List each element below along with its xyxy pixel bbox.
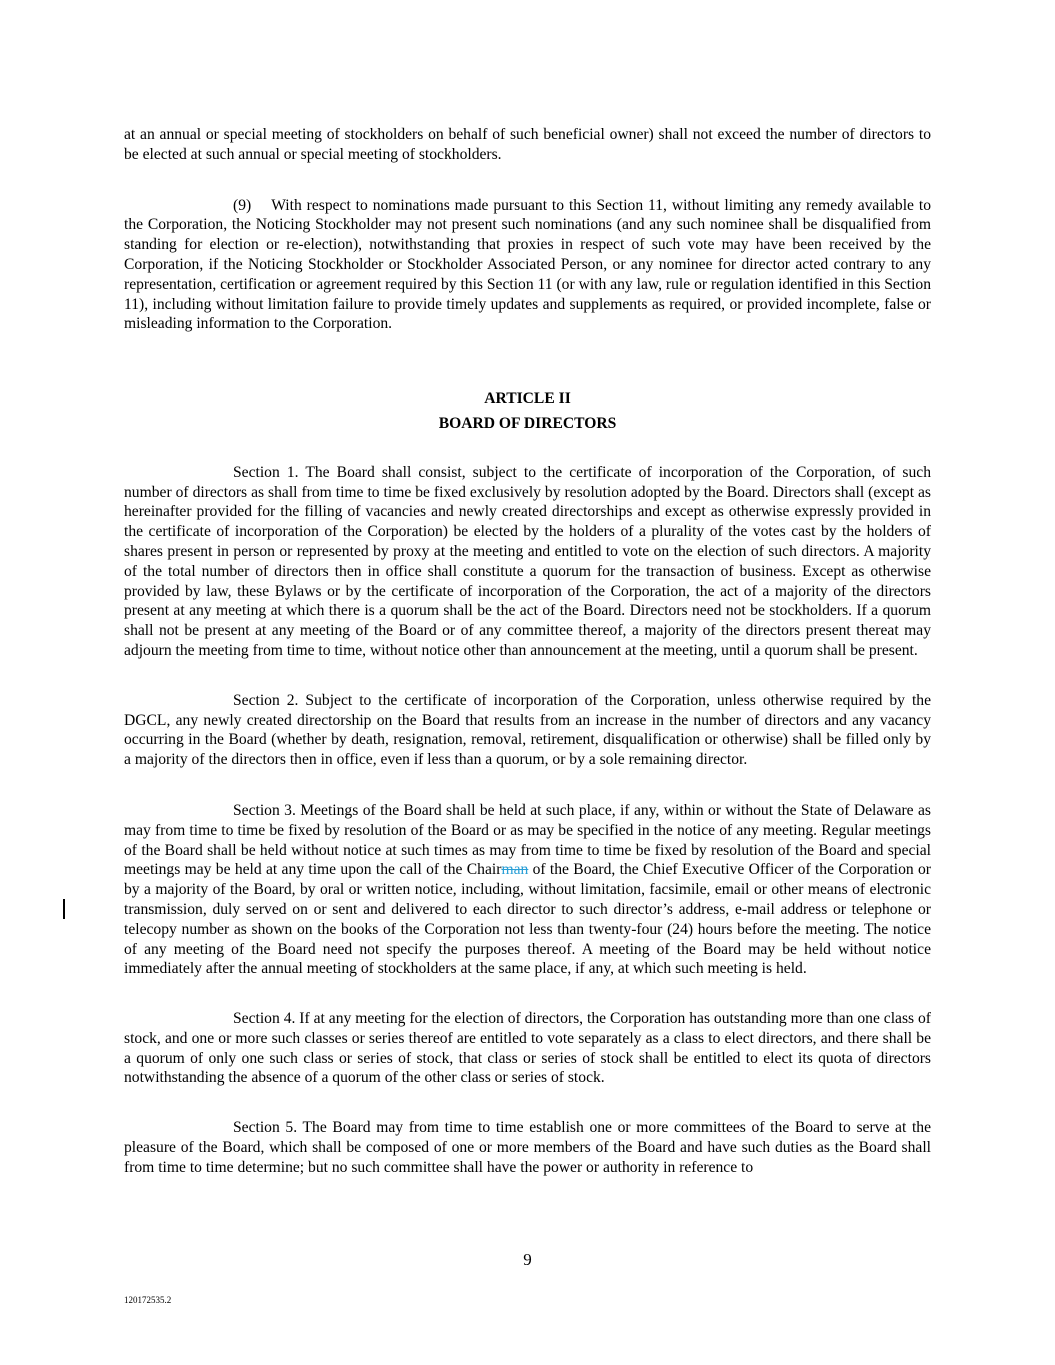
section-3-text-after: of the Board, the Chief Executive Officer of the Corporation or by a majority of the Board, by oral or written notice, including, without limitation, facsimile, email or other means of electronic transmission, duly served on or sent and delivered to each director to such director’s address, e-mail address or telephone or telecopy number as shown on the books of the Corporation not less than twenty-four (24) hours before the meeting. The notice of any meeting of the Board need not specify the purposes thereof. A meeting of the Board may be held without notice immediately after the annual meeting of stockholders at the same place, if any, at which such meeting is held. bbox=[124, 861, 931, 978]
continuation-paragraph: at an annual or special meeting of stockholders on behalf of such beneficial owner) shall not exceed the number of directors to be elected at such annual or special meeting of stockholders. bbox=[124, 126, 931, 163]
item-9-text: With respect to nominations made pursuant to this Section 11, without limiting any remedy available to the Corporation, the Noticing Stockholder may not present such nominations (and any such nominee shall be disqualified from standing for election or re-election), notwithstanding that proxies in respect of such vote may have been received by the Corporation, if the Noticing Stockholder or Stockholder Associated Person, or any nominee for director acted contrary to any representation, certification or agreement required by this Section 11 (or with any law, rule or regulation identified in this Section 11), including without limitation failure to provide timely updates and supplements as required, or provided incomplete, false or misleading information to the Corporation. bbox=[124, 196, 931, 333]
revision-change-bar bbox=[63, 899, 65, 919]
item-9-number: (9) bbox=[233, 196, 252, 214]
section-3-paragraph bbox=[124, 801, 931, 979]
tracked-deletion: man bbox=[501, 861, 529, 879]
document-body bbox=[124, 121, 931, 1178]
section-2-paragraph: Section 2. Subject to the certificate of incorporation of the Corporation, unless otherwise required by the DGCL, any newly created directorship on the Board that results from an increase in the number of directors and any vacancy occurring in the Board (whether by death, resignation, removal, retirement, disqualification or otherwise) shall be filled only by a majority of the directors then in office, even if less than a quorum, or by a sole remaining director. bbox=[124, 691, 931, 769]
page-number: 9 bbox=[523, 1250, 532, 1269]
section-3-text-before: Section 3. Meetings of the Board shall be held at such place, if any, within or without the State of Delaware as may from time to time be fixed by resolution of the Board or as may be specified in the notice of any meeting. Regular meetings of the Board shall be held without notice at such times as may from time to time be fixed by resolution of the Board and special meetings may be held at any time upon the call of the Chair bbox=[124, 801, 931, 879]
article-subtitle: BOARD OF DIRECTORS bbox=[438, 414, 617, 432]
section-5-paragraph: Section 5. The Board may from time to time establish one or more committees of the Board to serve at the pleasure of the Board, which shall be composed of one or more members of the Board and have such duties as the Board shall from time to time determine; but no such committee shall have the power or authority in reference to bbox=[124, 1119, 931, 1176]
item-9-paragraph bbox=[124, 196, 931, 335]
section-4-paragraph: Section 4. If at any meeting for the election of directors, the Corporation has outstanding more than one class of stock, and one or more such classes or series thereof are entitled to vote separately as a class to elect directors, and there shall be a quorum of only one such class or series of stock, that class or series of stock shall be entitled to elect its quota of directors notwithstanding the absence of a quorum of the other class or series of stock. bbox=[124, 1010, 931, 1087]
article-title: ARTICLE II bbox=[484, 390, 571, 408]
document-id: 120172535.2 bbox=[124, 1295, 172, 1305]
section-1-paragraph: Section 1. The Board shall consist, subject to the certificate of incorporation of the Corporation, of such number of directors as shall from time to time be fixed exclusively by resolution adopted by the Board. Directors shall (except as hereinafter provided for the filling of vacancies and newly created directorships and except as otherwise expressly provided in the certificate of incorporation of the Corporation) be elected by the holders of a plurality of the votes cast by the holders of shares present in person or represented by proxy at the meeting and entitled to vote on the election of such directors. A majority of the total number of directors then in office shall constitute a quorum for the transaction of business. Except as otherwise provided by law, these Bylaws or by the certificate of incorporation of the Corporation, the act of a majority of the directors present at any meeting at which there is a quorum shall be the act of the Board. Directors need not be stockholders. If a quorum shall not be present at any meeting of the Board or of any committee thereof, a majority of the directors present thereat may adjourn the meeting from time to time, without notice other than announcement at the meeting, until a quorum shall be present. bbox=[124, 463, 931, 659]
